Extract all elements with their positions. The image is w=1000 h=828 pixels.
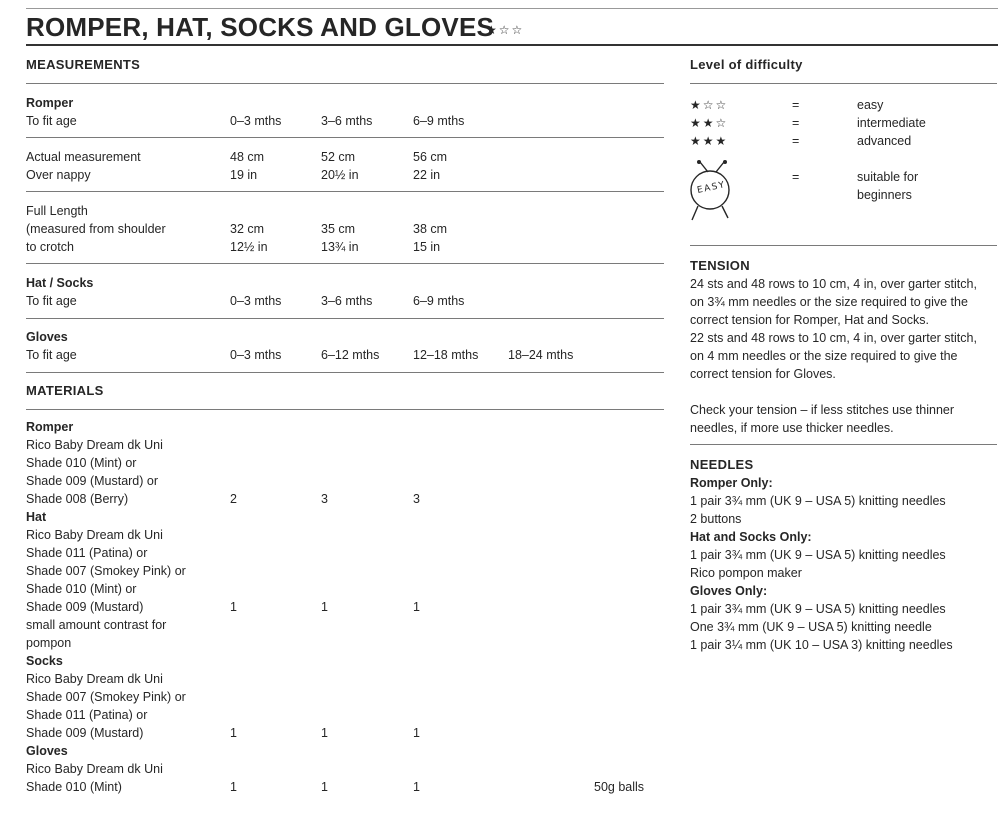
- materials-hat-line: Shade 007 (Smokey Pink) or: [26, 564, 186, 578]
- materials-socks-line: Shade 011 (Patina) or: [26, 708, 148, 722]
- materials-romper-qty-2: 3: [321, 492, 328, 506]
- materials-hat-line: Shade 010 (Mint) or: [26, 582, 137, 596]
- materials-hat-line: small amount contrast for: [26, 618, 167, 632]
- hat-socks-label: Hat / Socks: [26, 276, 94, 290]
- actual-measurement-label: Actual measurement: [26, 150, 141, 164]
- full-length-label-3: to crotch: [26, 240, 74, 254]
- full-cm-2: 35 cm: [321, 222, 356, 236]
- materials-romper-label: Romper: [26, 420, 74, 434]
- actual-2: 52 cm: [321, 150, 356, 164]
- materials-socks-line: Shade 007 (Smokey Pink) or: [26, 690, 186, 704]
- title-rule: [26, 44, 998, 46]
- rule: [690, 444, 997, 445]
- equals-sign: =: [792, 98, 800, 112]
- gloves-fit-1: 0–3 mths: [230, 348, 282, 362]
- romper-fit-2: 3–6 mths: [321, 114, 373, 128]
- gloves-fit-2: 6–12 mths: [321, 348, 380, 362]
- needles-romper-line: 2 buttons: [690, 512, 742, 526]
- difficulty-stars-intermediate: ★★☆: [690, 116, 729, 130]
- rule: [26, 372, 664, 373]
- hat-socks-fit-2: 3–6 mths: [321, 294, 373, 308]
- romper-fit-label: To fit age: [26, 114, 77, 128]
- gloves-label: Gloves: [26, 330, 68, 344]
- materials-gloves-qty-1: 1: [230, 780, 237, 794]
- materials-heading: MATERIALS: [26, 383, 104, 398]
- rule: [26, 137, 664, 138]
- materials-hat-line: pompon: [26, 636, 72, 650]
- over-3: 22 in: [413, 168, 441, 182]
- materials-socks-qty-2: 1: [321, 726, 328, 740]
- materials-gloves-line: Rico Baby Dream dk Uni: [26, 762, 163, 776]
- full-length-label-2: (measured from shoulder: [26, 222, 166, 236]
- materials-gloves-line: Shade 010 (Mint): [26, 780, 122, 794]
- difficulty-stars-advanced: ★★★: [690, 134, 729, 148]
- tension-line: 22 sts and 48 rows to 10 cm, 4 in, over garter stitch,: [690, 331, 977, 345]
- materials-socks-line: Rico Baby Dream dk Uni: [26, 672, 163, 686]
- tension-line: correct tension for Gloves.: [690, 367, 836, 381]
- gloves-fit-3: 12–18 mths: [413, 348, 479, 362]
- easy-badge-text: EASY: [696, 180, 727, 196]
- measurements-rule: [26, 83, 664, 84]
- full-in-2: 13¾ in: [321, 240, 359, 254]
- full-cm-1: 32 cm: [230, 222, 265, 236]
- difficulty-label-intermediate: intermediate: [857, 116, 926, 130]
- materials-gloves-qty-2: 1: [321, 780, 328, 794]
- needles-gloves-line: 1 pair 3¼ mm (UK 10 – USA 3) knitting needles: [690, 638, 953, 652]
- over-1: 19 in: [230, 168, 258, 182]
- full-length-label: Full Length: [26, 204, 88, 218]
- materials-rule: [26, 409, 664, 410]
- materials-romper-line: Rico Baby Dream dk Uni: [26, 438, 163, 452]
- top-rule: [26, 8, 998, 9]
- materials-romper-qty-3: 3: [413, 492, 420, 506]
- beginners-line-1: suitable for: [857, 170, 919, 184]
- page-title: ROMPER, HAT, SOCKS AND GLOVES: [26, 12, 495, 42]
- hat-socks-fit-1: 0–3 mths: [230, 294, 282, 308]
- hat-socks-fit-label: To fit age: [26, 294, 77, 308]
- materials-socks-qty-3: 1: [413, 726, 420, 740]
- needles-romper-line: 1 pair 3¾ mm (UK 9 – USA 5) knitting needles: [690, 494, 946, 508]
- materials-socks-label: Socks: [26, 654, 63, 668]
- materials-romper-line: Shade 008 (Berry): [26, 492, 129, 506]
- tension-line: 24 sts and 48 rows to 10 cm, 4 in, over garter stitch,: [690, 277, 977, 291]
- measurements-heading: MEASUREMENTS: [26, 57, 141, 72]
- materials-hat-qty-2: 1: [321, 600, 328, 614]
- needles-gloves-label: Gloves Only:: [690, 584, 768, 598]
- needles-hatsocks-line: Rico pompon maker: [690, 566, 802, 580]
- gloves-fit-label: To fit age: [26, 348, 77, 362]
- actual-1: 48 cm: [230, 150, 265, 164]
- materials-romper-line: Shade 009 (Mustard) or: [26, 474, 159, 488]
- full-in-1: 12½ in: [230, 240, 268, 254]
- tension-heading: TENSION: [690, 258, 750, 273]
- equals-sign: =: [792, 116, 800, 130]
- materials-hat-qty-3: 1: [413, 600, 420, 614]
- materials-unit: 50g balls: [594, 780, 645, 794]
- rule: [26, 318, 664, 319]
- rule: [26, 191, 664, 192]
- materials-romper-line: Shade 010 (Mint) or: [26, 456, 137, 470]
- tension-line: on 4 mm needles or the size required to give the: [690, 349, 958, 363]
- over-2: 20½ in: [321, 168, 359, 182]
- difficulty-label-easy: easy: [857, 98, 884, 112]
- tension-line: on 3¾ mm needles or the size required to give the: [690, 295, 968, 309]
- difficulty-label-advanced: advanced: [857, 134, 912, 148]
- full-in-3: 15 in: [413, 240, 441, 254]
- romper-label: Romper: [26, 96, 74, 110]
- actual-3: 56 cm: [413, 150, 448, 164]
- needles-hatsocks-label: Hat and Socks Only:: [690, 530, 812, 544]
- needles-heading: NEEDLES: [690, 457, 754, 472]
- difficulty-stars-easy: ★☆☆: [690, 98, 729, 112]
- materials-gloves-label: Gloves: [26, 744, 68, 758]
- title-difficulty-stars: ★☆☆: [486, 23, 525, 37]
- rule: [26, 263, 664, 264]
- materials-romper-qty-1: 2: [230, 492, 237, 506]
- materials-hat-line: Shade 011 (Patina) or: [26, 546, 148, 560]
- needles-gloves-line: One 3¾ mm (UK 9 – USA 5) knitting needle: [690, 620, 932, 634]
- tension-check-line: needles, if more use thicker needles.: [690, 421, 894, 435]
- tension-check-line: Check your tension – if less stitches use thinner: [690, 403, 955, 417]
- needles-hatsocks-line: 1 pair 3¾ mm (UK 9 – USA 5) knitting needles: [690, 548, 946, 562]
- difficulty-rule: [690, 83, 997, 84]
- full-cm-3: 38 cm: [413, 222, 448, 236]
- beginners-line-2: beginners: [857, 188, 912, 202]
- over-nappy-label: Over nappy: [26, 168, 91, 182]
- materials-hat-qty-1: 1: [230, 600, 237, 614]
- materials-gloves-qty-3: 1: [413, 780, 420, 794]
- materials-hat-line: Rico Baby Dream dk Uni: [26, 528, 163, 542]
- rule: [690, 245, 997, 246]
- materials-socks-line: Shade 009 (Mustard): [26, 726, 144, 740]
- materials-hat-line: Shade 009 (Mustard): [26, 600, 144, 614]
- needles-gloves-line: 1 pair 3¾ mm (UK 9 – USA 5) knitting needles: [690, 602, 946, 616]
- gloves-fit-4: 18–24 mths: [508, 348, 574, 362]
- difficulty-heading: Level of difficulty: [690, 57, 803, 72]
- materials-socks-qty-1: 1: [230, 726, 237, 740]
- materials-hat-label: Hat: [26, 510, 47, 524]
- hat-socks-fit-3: 6–9 mths: [413, 294, 465, 308]
- romper-fit-3: 6–9 mths: [413, 114, 465, 128]
- equals-sign: =: [792, 170, 800, 184]
- romper-fit-1: 0–3 mths: [230, 114, 282, 128]
- easy-badge-icon: [686, 160, 736, 222]
- equals-sign: =: [792, 134, 800, 148]
- needles-romper-label: Romper Only:: [690, 476, 773, 490]
- tension-line: correct tension for Romper, Hat and Socks.: [690, 313, 929, 327]
